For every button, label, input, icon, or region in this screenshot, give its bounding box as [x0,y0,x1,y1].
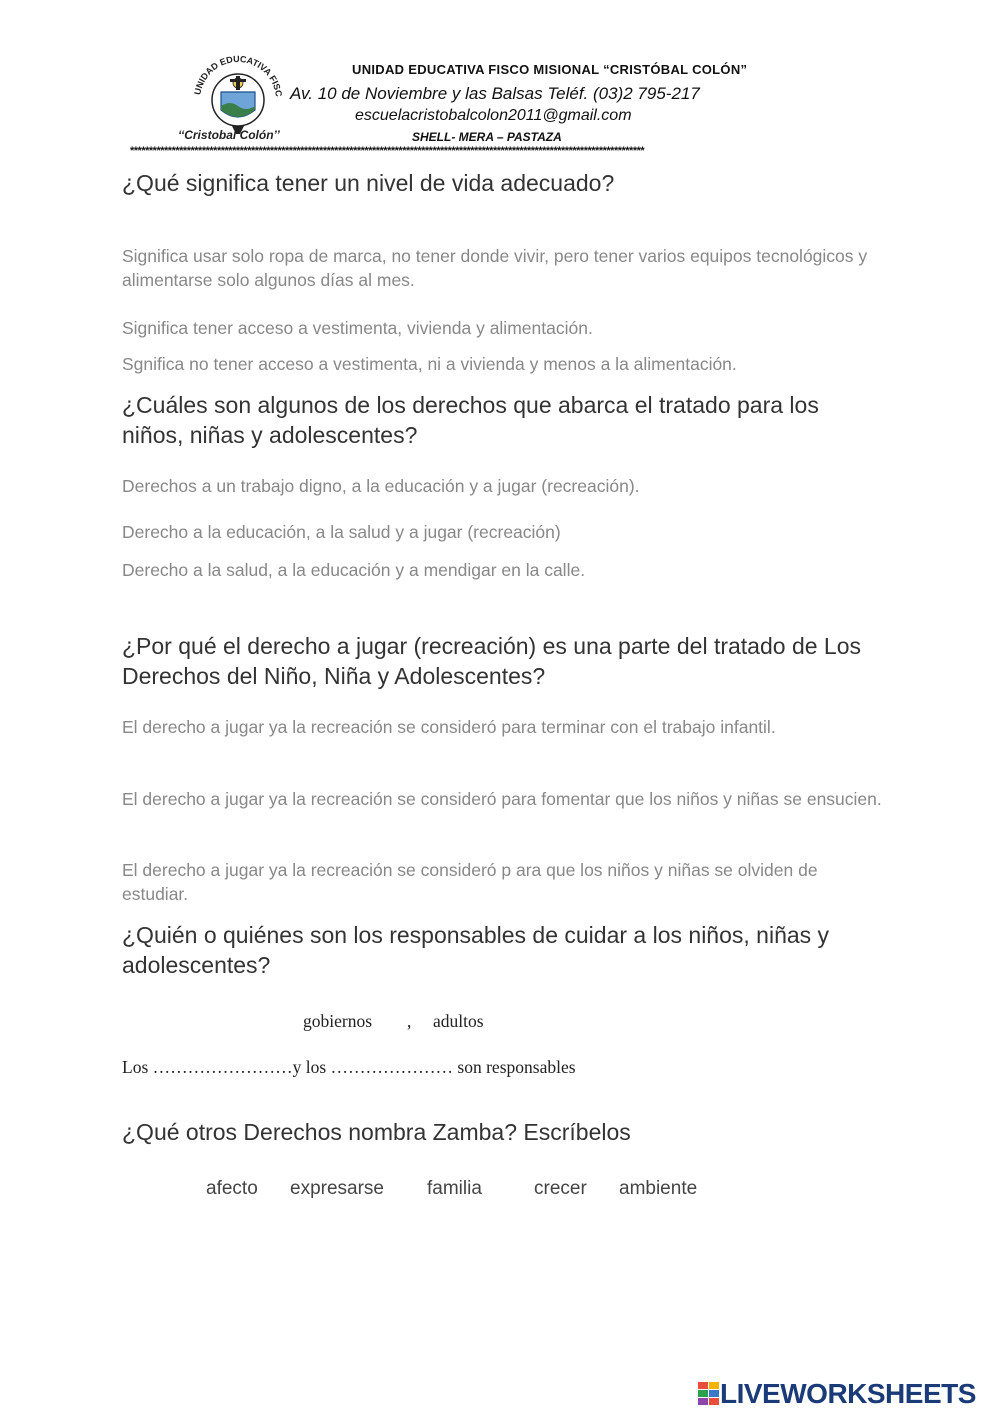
word-bank-gobiernos[interactable]: gobiernos [303,1011,373,1031]
question-2: ¿Cuáles son algunos de los derechos que abarca el tratado para los niños, niñas y adolescentes? [122,392,819,448]
q1-option-2[interactable]: Significa tener acceso a vestimenta, vivienda y alimentación. [122,318,593,338]
question-1: ¿Qué significa tener un nivel de vida adecuado? [122,170,615,196]
header-separator: **************************************************************************************************************************************** [130,145,645,157]
fill-in-sentence[interactable]: Los ……………………y los ………………… son responsables [122,1057,576,1077]
school-address: Av. 10 de Noviembre y las Balsas Teléf. (03)2 795-217 [290,84,700,103]
liveworksheets-text: LIVEWORKSHEETS [720,1378,976,1409]
question-4: ¿Quién o quiénes son los responsables de cuidar a los niños, niñas y adolescentes? [122,922,830,978]
logo-arc-text: UNIDAD EDUCATIVA FISC [192,53,284,98]
question-3: ¿Por qué el derecho a jugar (recreación) es una parte del tratado de Los Derechos del Niño, Niña y Adolescentes? [122,633,861,689]
liveworksheets-brand [698,1378,976,1410]
q2-option-2[interactable]: Derecho a la educación, a la salud y a jugar (recreación) [122,522,561,542]
q3-option-3[interactable]: El derecho a jugar ya la recreación se consideró p ara que los niños y niñas se olviden de estudiar. [122,860,818,904]
word-bank-adultos[interactable]: adultos [433,1011,484,1031]
q1-option-1[interactable]: Significa usar solo ropa de marca, no tener donde vivir, pero tener varios equipos tecnológicos y alimentarse solo algunos días al mes. [122,246,868,290]
q1-option-3[interactable]: Sgnifica no tener acceso a vestimenta, ni a vivienda y menos a la alimentación. [122,354,737,374]
word-crecer[interactable]: crecer [534,1178,587,1199]
liveworksheets-logo-icon [698,1382,720,1406]
school-email: escuelacristobalcolon2011@gmail.com [355,107,632,124]
q3-option-1[interactable]: El derecho a jugar ya la recreación se consideró para terminar con el trabajo infantil. [122,717,776,737]
q3-option-2[interactable]: El derecho a jugar ya la recreación se consideró para fomentar que los niños y niñas se ensucien. [122,789,882,809]
word-familia[interactable]: familia [427,1178,482,1199]
word-afecto[interactable]: afecto [206,1178,258,1199]
school-motto: ‘‘Cristobal Colón’’ [178,128,280,142]
word-expresarse[interactable]: expresarse [290,1178,384,1199]
q2-option-3[interactable]: Derecho a la salud, a la educación y a mendigar en la calle. [122,560,586,580]
word-bank-separator: , [407,1011,412,1031]
word-ambiente[interactable]: ambiente [619,1178,698,1199]
school-city: SHELL- MERA – PASTAZA [412,130,562,144]
question-5: ¿Qué otros Derechos nombra Zamba? Escríbelos [122,1119,631,1145]
school-name: UNIDAD EDUCATIVA FISCO MISIONAL “CRISTÓBAL COLÓN” [352,62,748,77]
q2-option-1[interactable]: Derechos a un trabajo digno, a la educación y a jugar (recreación). [122,476,640,496]
